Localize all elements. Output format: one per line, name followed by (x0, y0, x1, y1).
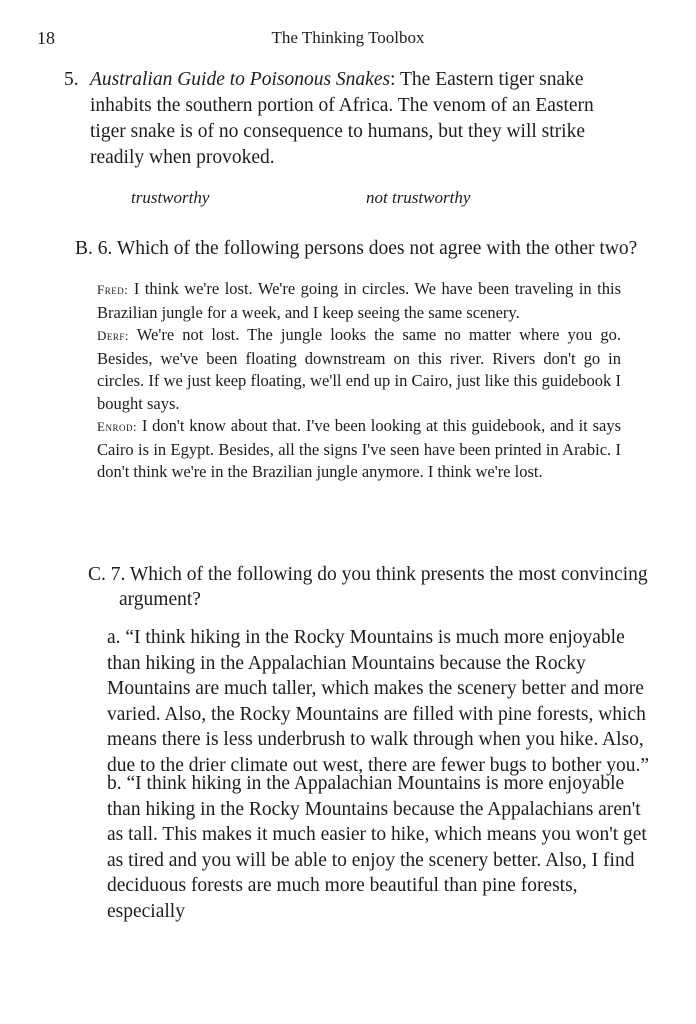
question-7-line-1: C. 7. Which of the following do you think presents the most convincing (88, 564, 648, 585)
dialogue-fred (97, 278, 621, 324)
enrod-line: I don't know about that. I've been looking at this guidebook, and it says Cairo is in Egypt. Besides, all the signs I've seen have been printed in Arabic. I don't think we're in the Brazilian jungle anymore. I think we're lost. (97, 416, 621, 481)
speaker-fred: Fred: (97, 282, 129, 297)
source-title-colon: : (390, 69, 396, 90)
question-7-prompt (88, 562, 648, 612)
question-7-line-2: argument? (119, 589, 201, 610)
fred-line: I think we're lost. We're going in circles. We have been traveling in this Brazilian jungle for a week, and I keep seeing the same scenery. (97, 279, 621, 322)
choice-trustworthy: trustworthy (131, 188, 210, 207)
dialogue-derf (97, 324, 621, 415)
question-5-number: 5. (64, 69, 79, 90)
question-6-prompt: B. 6. Which of the following persons does not agree with the other two? (75, 238, 638, 259)
running-head: The Thinking Toolbox (271, 28, 425, 47)
dialogue (97, 278, 621, 484)
answer-b: b. “I think hiking in the Appalachian Mountains is more enjoyable than hiking in the Rocky Mountains because the Appalachians aren't as tall. This makes it much easier to hike, which means you won't get as tired and you will be able to enjoy the scenery better. Also, I find deciduous forests are much more beautiful than pine forests, especially (107, 773, 647, 922)
speaker-derf: Derf: (97, 328, 130, 343)
question-5-body: The Eastern tiger snake inhabits the southern portion of Africa. The venom of an Eastern tiger snake is of no consequence to humans, but they will strike readily when provoked. (90, 69, 594, 168)
dialogue-enrod (97, 415, 621, 484)
answer-a: a. “I think hiking in the Rocky Mountains is much more enjoyable than hiking in the Appalachian Mountains because the Rocky Mountains are much taller, which makes the scenery better and more varied. Also, the Rocky Mountains are filled with pine forests, which means there is less underbrush to walk through when you hike. Also, due to the drier climate out west, there are fewer bugs to bother you.” (107, 627, 650, 776)
page-number: 18 (37, 28, 55, 48)
question-5-text (90, 67, 630, 171)
source-title: Australian Guide to Poisonous Snakes (90, 69, 391, 90)
derf-line: We're not lost. The jungle looks the same no matter where you go. Besides, we've been floating downstream on this river. Rivers don't go in circles. If we just keep floating, we'll end up in Cairo, just like this guidebook I bought says. (97, 325, 621, 413)
speaker-enrod: Enrod: (97, 419, 138, 434)
choice-not-trustworthy: not trustworthy (366, 188, 471, 207)
question-5 (64, 67, 630, 171)
